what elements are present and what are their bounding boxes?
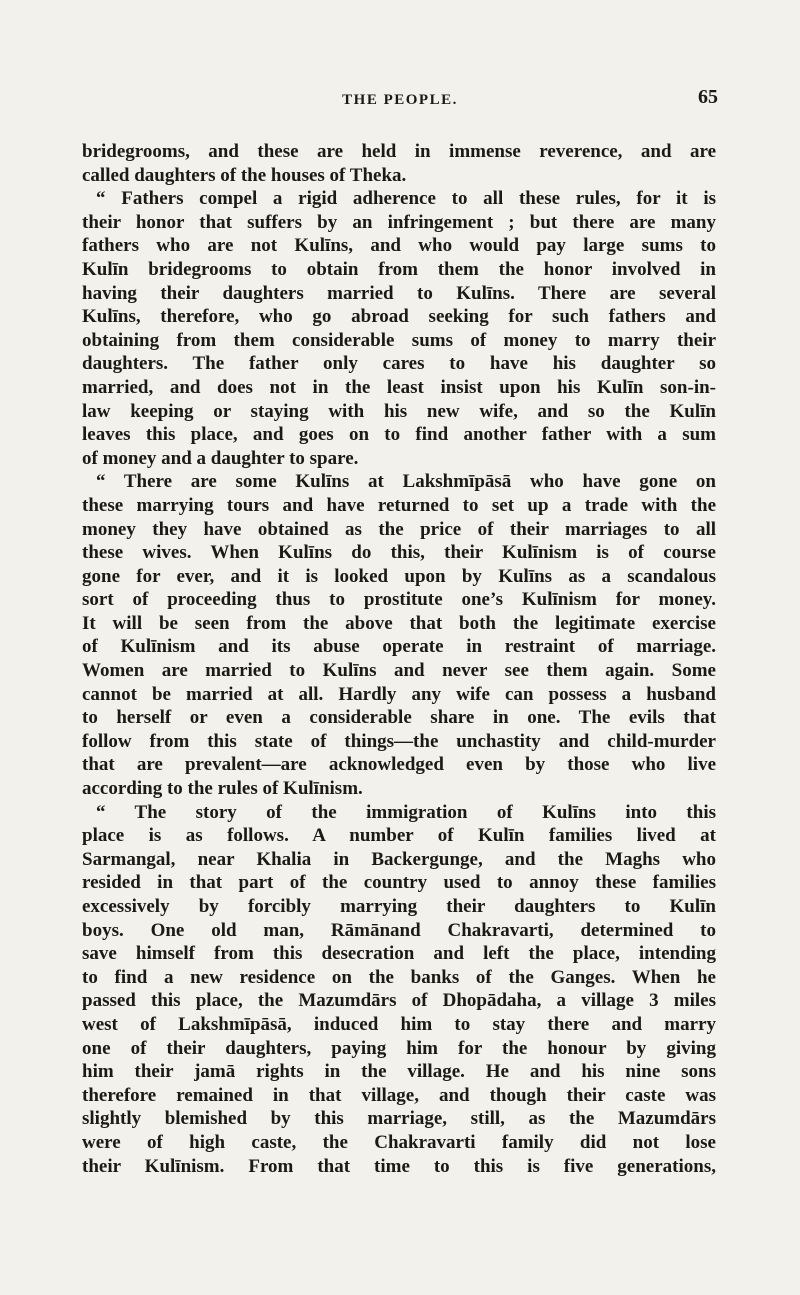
text-line: daughters. The father only cares to have his daughter so [82,353,716,375]
text-line: these wives. When Kulīns do this, their Kulīnism is of course [82,542,716,564]
text-line: bridegrooms, and these are held in immense reverence, and are [82,141,716,162]
text-line: having their daughters married to Kulīns. There are several [82,282,716,304]
text-line: money they have obtained as the price of their marriages to all [82,518,716,540]
text-line: place is as follows. A number of Kulīn families lived at [82,825,716,847]
text-line: Sarmangal, near Khalia in Backergunge, and the Maghs who [82,848,716,870]
text-line: Women are married to Kulīns and never see them again. Some [82,660,716,682]
page-number: 65 [698,86,718,108]
text-line: sort of proceeding thus to prostitute one’s Kulīnism for money. [82,589,716,611]
text-line: obtaining from them considerable sums of money to marry their [82,329,716,351]
text-line: excessively by forcibly marrying their daughters to Kulīn [82,896,716,917]
text-line: of Kulīnism and its abuse operate in restraint of marriage. [82,636,716,658]
text-line: gone for ever, and it is looked upon by Kulīns as a scandalous [82,565,716,587]
text-line: called daughters of the houses of Theka. [82,164,407,186]
text-line: were of high caste, the Chakravarti family did not lose [82,1131,716,1153]
text-line: cannot be married at all. Hardly any wife can possess a husband [82,683,716,705]
text-line: slightly blemished by this marriage, still, as the Mazumdārs [82,1108,716,1130]
running-head: THE PEOPLE. [342,92,458,108]
text-line: their honor that suffers by an infringement ; but there are many [82,211,716,233]
text-line: to herself or even a considerable share in one. The evils that [82,707,716,729]
text-line: of money and a daughter to spare. [82,447,359,469]
text-line: passed this place, the Mazumdārs of Dhopādaha, a village 3 miles [82,990,716,1012]
text-line: Kulīns, therefore, who go abroad seeking for such fathers and [82,306,716,328]
text-line: him their jamā rights in the village. He and his nine sons [82,1061,716,1083]
text-line: married, and does not in the least insist upon his Kulīn son-in- [82,376,716,398]
text-line: follow from this state of things—the unchastity and child-murder [82,730,716,752]
text-line: “ There are some Kulīns at Lakshmīpāsā who have gone on [96,471,716,493]
text-line: one of their daughters, paying him for the honour by giving [82,1037,716,1059]
body-text [82,140,716,1178]
text-line: these marrying tours and have returned to set up a trade with the [82,494,716,516]
text-line: boys. One old man, Rāmānand Chakravarti, determined to [82,919,716,941]
text-line: that are prevalent—are acknowledged even by those who live [82,754,716,776]
text-line: save himself from this desecration and left the place, intending [82,943,716,965]
text-line: according to the rules of Kulīnism. [82,778,363,800]
text-line: west of Lakshmīpāsā, induced him to stay there and marry [82,1013,716,1035]
text-line: to find a new residence on the banks of the Ganges. When he [82,966,716,988]
text-line: “ Fathers compel a rigid adherence to all these rules, for it is [96,188,716,210]
text-line: their Kulīnism. From that time to this is five generations, [82,1155,716,1177]
text-line: fathers who are not Kulīns, and who would pay large sums to [82,235,716,257]
text-line: Kulīn bridegrooms to obtain from them the honor involved in [82,258,716,280]
text-line: resided in that part of the country used to annoy these families [82,872,716,894]
text-line: leaves this place, and goes on to find another father with a sum [82,424,716,446]
page-header [82,86,718,120]
text-line: It will be seen from the above that both the legitimate exercise [82,612,716,634]
text-line: law keeping or staying with his new wife, and so the Kulīn [82,400,716,422]
text-line: therefore remained in that village, and though their caste was [82,1084,716,1106]
text-line: “ The story of the immigration of Kulīns into this [96,801,716,823]
